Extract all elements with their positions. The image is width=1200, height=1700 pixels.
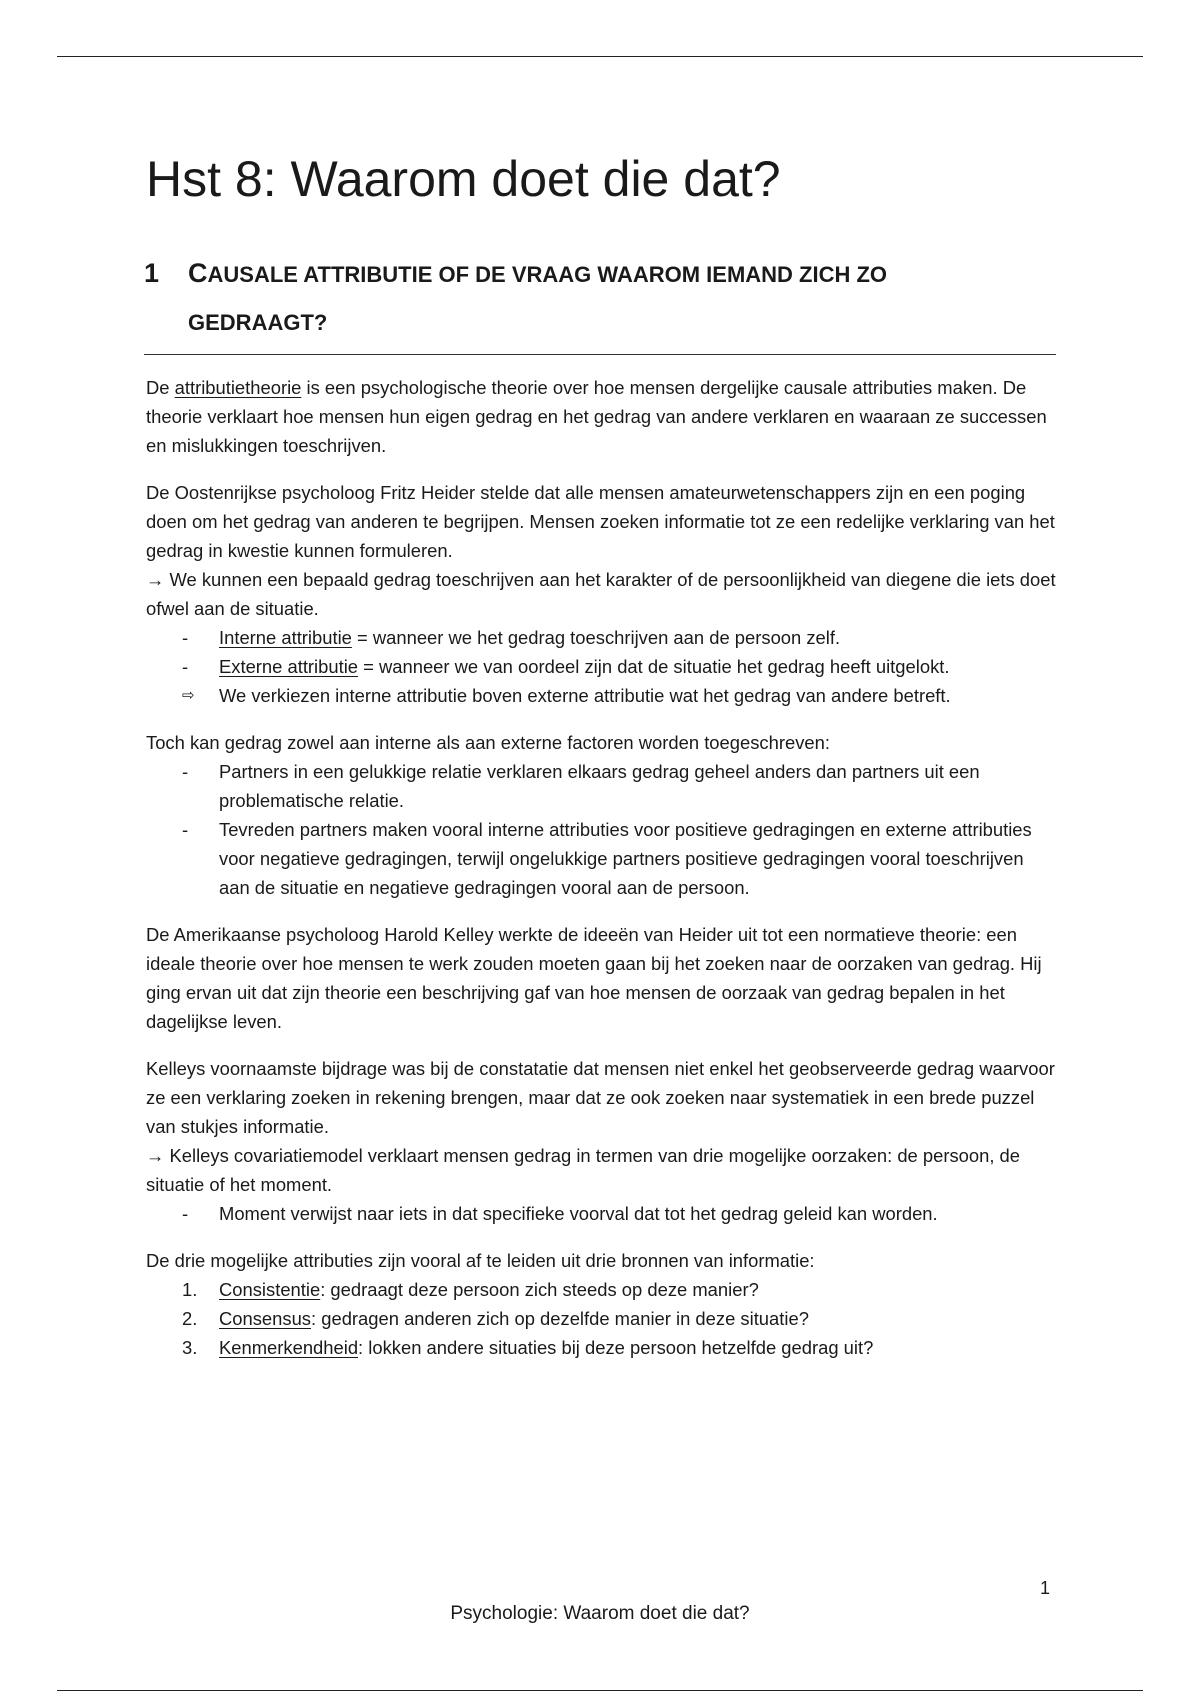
section-title-text: AUSALE ATTRIBUTIE OF DE VRAAG WAAROM IEMAND ZICH ZO — [207, 262, 888, 287]
attributie-list — [146, 623, 1058, 710]
paragraph-bronnen: De drie mogelijke attributies zijn vooral af te leiden uit drie bronnen van informatie: — [146, 1250, 815, 1271]
list-item — [146, 681, 1058, 710]
list-number: 3. — [182, 1337, 198, 1358]
list-item — [146, 1275, 1058, 1304]
bronnen-list — [146, 1275, 1058, 1362]
footer-text: Psychologie: Waarom doet die dat? — [450, 1603, 750, 1624]
header-rule — [57, 56, 1143, 57]
term-consensus: Consensus — [219, 1308, 312, 1329]
list-item-text: : lokken andere situaties bij deze persoon hetzelfde gedrag uit? — [358, 1337, 874, 1358]
list-item — [146, 652, 1058, 681]
term-externe-attributie: Externe attributie — [219, 656, 359, 677]
page-content — [146, 148, 1058, 1362]
term-kenmerkendheid: Kenmerkendheid — [219, 1337, 359, 1358]
paragraph-heider — [146, 478, 1058, 623]
dash-marker: - — [182, 819, 189, 840]
section-number: 1 — [144, 258, 160, 288]
list-item — [146, 1333, 1058, 1362]
dash-marker: - — [182, 627, 189, 648]
list-item-text: : gedragen anderen zich op dezelfde manier in deze situatie? — [311, 1308, 809, 1329]
p2-line2: → We kunnen een bepaald gedrag toeschrijven aan het karakter of de persoonlijkheid van diegene die iets doet ofwel aan de situatie. — [146, 569, 1056, 619]
term-consistentie: Consistentie — [219, 1279, 321, 1300]
list-number: 2. — [182, 1308, 198, 1329]
paragraph-factoren: Toch kan gedrag zowel aan interne als aan externe factoren worden toegeschreven: — [146, 732, 830, 753]
list-item-text: Moment verwijst naar iets in dat specifieke voorval dat tot het gedrag geleid kan worden. — [219, 1203, 938, 1224]
footer-rule — [57, 1690, 1143, 1691]
paragraph-covariatiemodel — [146, 1054, 1058, 1199]
dash-marker: - — [182, 1203, 189, 1224]
dash-marker: - — [182, 656, 189, 677]
dash-marker: - — [182, 761, 189, 782]
paragraph-kelley: De Amerikaanse psycholoog Harold Kelley werkte de ideeën van Heider uit tot een normatieve theorie: een ideale theorie over hoe mensen te werk zouden moeten gaan bij het zoeken naar de oorzaken van gedrag. Hij ging ervan uit dat zijn theorie een beschrijving gaf van hoe mensen de oorzaak van gedrag bepalen in het dagelijkse leven. — [146, 924, 1042, 1032]
p2-line1: De Oostenrijkse psycholoog Fritz Heider stelde dat alle mensen amateurwetenschappers zijn en een poging doen om het gedrag van anderen te begrijpen. Mensen zoeken informatie tot ze een redelijke verklaring van het gedrag in kwestie kunnen formuleren. — [146, 482, 1055, 561]
list-item — [146, 757, 1058, 815]
term-attributietheorie: attributietheorie — [174, 377, 302, 398]
list-item-text: = wanneer we het gedrag toeschrijven aan de persoon zelf. — [351, 627, 841, 648]
list-item-text: Partners in een gelukkige relatie verklaren elkaars gedrag geheel anders dan partners uit een problematische relatie. — [219, 761, 980, 811]
list-item — [146, 815, 1058, 902]
list-item — [146, 623, 1058, 652]
list-item — [146, 1199, 1058, 1228]
p5-line1: Kelleys voornaamste bijdrage was bij de constatatie dat mensen niet enkel het geobserveerde gedrag waarvoor ze een verklaring zoeken in rekening brengen, maar dat ze ook zoeken naar systematiek in een brede puzzel van stukjes informatie. — [146, 1058, 1055, 1137]
arrow-icon: ⇨ — [182, 687, 195, 704]
p1-lead: De — [146, 377, 175, 398]
paragraph-attributietheorie — [146, 373, 1058, 460]
list-item — [146, 1304, 1058, 1333]
page-number: 1 — [1040, 1578, 1051, 1598]
section-title-cap-2: G — [188, 310, 206, 335]
section-heading — [144, 250, 1056, 355]
section-title — [188, 250, 1056, 346]
term-interne-attributie: Interne attributie — [219, 627, 352, 648]
section-title-text-2: EDRAAGT? — [205, 310, 328, 335]
list-item-text: : gedraagt deze persoon zich steeds op deze manier? — [320, 1279, 759, 1300]
section-title-cap: C — [188, 258, 208, 288]
list-number: 1. — [182, 1279, 198, 1300]
document-title: Hst 8: Waarom doet die dat? — [146, 151, 781, 207]
moment-list — [146, 1199, 1058, 1228]
list-item-text: Tevreden partners maken vooral interne attributies voor positieve gedragingen en externe attributies voor negatieve gedragingen, terwijl ongelukkige partners positieve gedragingen vooral toeschrijven aan de situatie en negatieve gedragingen vooral aan de persoon. — [219, 819, 1032, 898]
partners-list — [146, 757, 1058, 902]
list-item-text: = wanneer we van oordeel zijn dat de situatie het gedrag heeft uitgelokt. — [358, 656, 950, 677]
list-item-text: We verkiezen interne attributie boven externe attributie wat het gedrag van andere betreft. — [219, 685, 951, 706]
p1-rest: is een psychologische theorie over hoe mensen dergelijke causale attributies maken. De theorie verklaart hoe mensen hun eigen gedrag en het gedrag van andere verklaren en waaraan ze successen en mislukkingen toeschrijven. — [146, 377, 1047, 456]
p5-line2: → Kelleys covariatiemodel verklaart mensen gedrag in termen van drie mogelijke oorzaken: de persoon, de situatie of het moment. — [146, 1145, 1021, 1195]
